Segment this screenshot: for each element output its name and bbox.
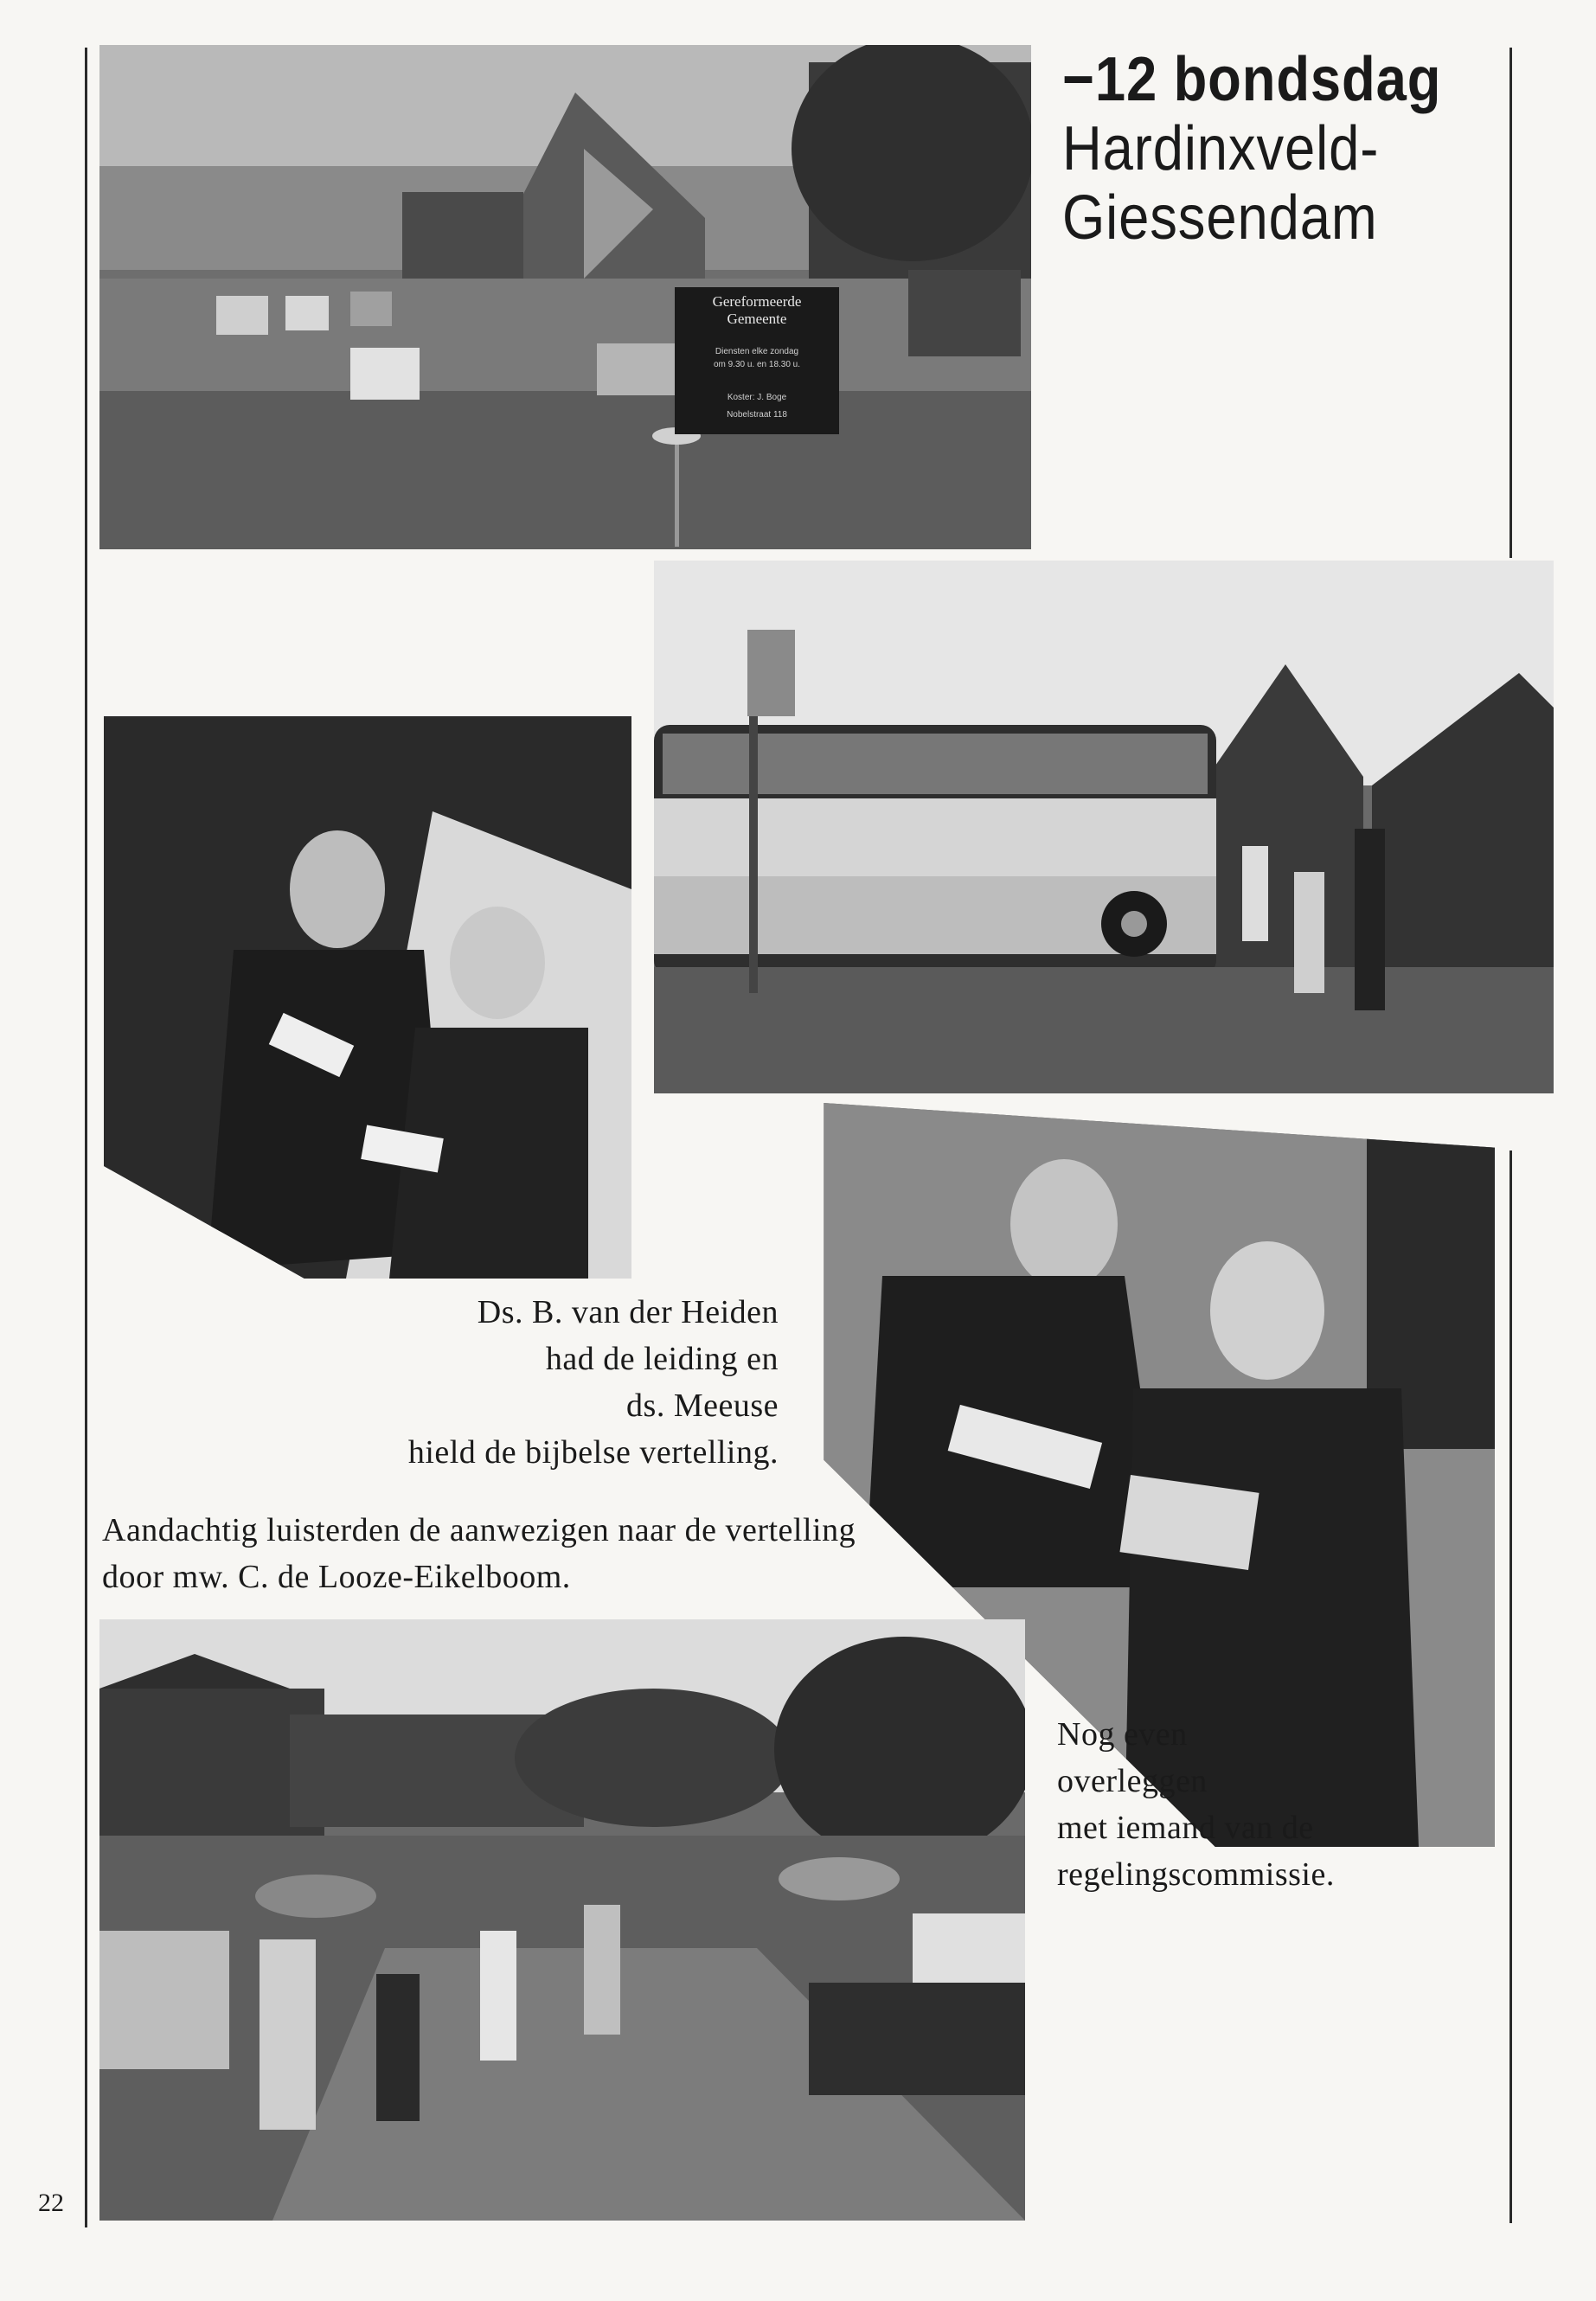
- men-reading-scene: [104, 716, 631, 1279]
- caption-consultation-line-4: regelingscommissie.: [1057, 1856, 1335, 1893]
- caption-consultation-line-3: met iemand van de: [1057, 1810, 1314, 1846]
- title-line-1: −12 bondsdag: [1062, 45, 1442, 114]
- caption-leaders: [408, 1289, 779, 1476]
- caption-audience-line-1: Aandachtig luisterden de aanwezigen naar de vertelling: [102, 1512, 856, 1548]
- sign-line-6: Nobelstraat 118: [727, 410, 787, 420]
- caption-leaders-line-3: ds. Meeuse: [626, 1388, 779, 1424]
- caption-consultation-line-1: Nog even: [1057, 1716, 1188, 1753]
- right-rule-top: [1509, 48, 1512, 558]
- page-title: [1062, 45, 1489, 253]
- title-line-2: Hardinxveld-: [1062, 114, 1380, 183]
- photo-bus-arrival: [654, 561, 1554, 1093]
- children-scene: [99, 1619, 1025, 2221]
- caption-consultation-line-2: overleggen: [1057, 1763, 1208, 1799]
- church-scene: [99, 45, 1031, 549]
- caption-leaders-line-2: had de leiding en: [545, 1341, 779, 1377]
- sign-line-3: Diensten elke zondag: [715, 347, 799, 356]
- photo-children-walking: [99, 1619, 1025, 2221]
- caption-leaders-line-4: hield de bijbelse vertelling.: [407, 1434, 779, 1471]
- title-line-3: Giessendam: [1062, 183, 1378, 253]
- left-rule: [85, 48, 87, 2227]
- sign-line-2: Gemeente: [727, 311, 787, 327]
- sign-line-1: Gereformeerde: [712, 293, 802, 310]
- bus-scene: [654, 561, 1554, 1093]
- church-sign: [675, 287, 839, 434]
- caption-consultation: [1057, 1711, 1335, 1898]
- caption-leaders-line-1: Ds. B. van der Heiden: [477, 1294, 779, 1330]
- photo-church-parking: [99, 45, 1031, 549]
- sign-line-5: Koster: J. Boge: [727, 393, 787, 402]
- caption-audience: [102, 1507, 856, 1600]
- page-number: 22: [38, 2189, 64, 2217]
- right-rule-bottom: [1509, 1150, 1512, 2223]
- caption-audience-line-2: door mw. C. de Looze-Eikelboom.: [102, 1559, 571, 1595]
- sign-line-4: om 9.30 u. en 18.30 u.: [713, 360, 801, 369]
- photo-two-men-reading: [104, 716, 631, 1279]
